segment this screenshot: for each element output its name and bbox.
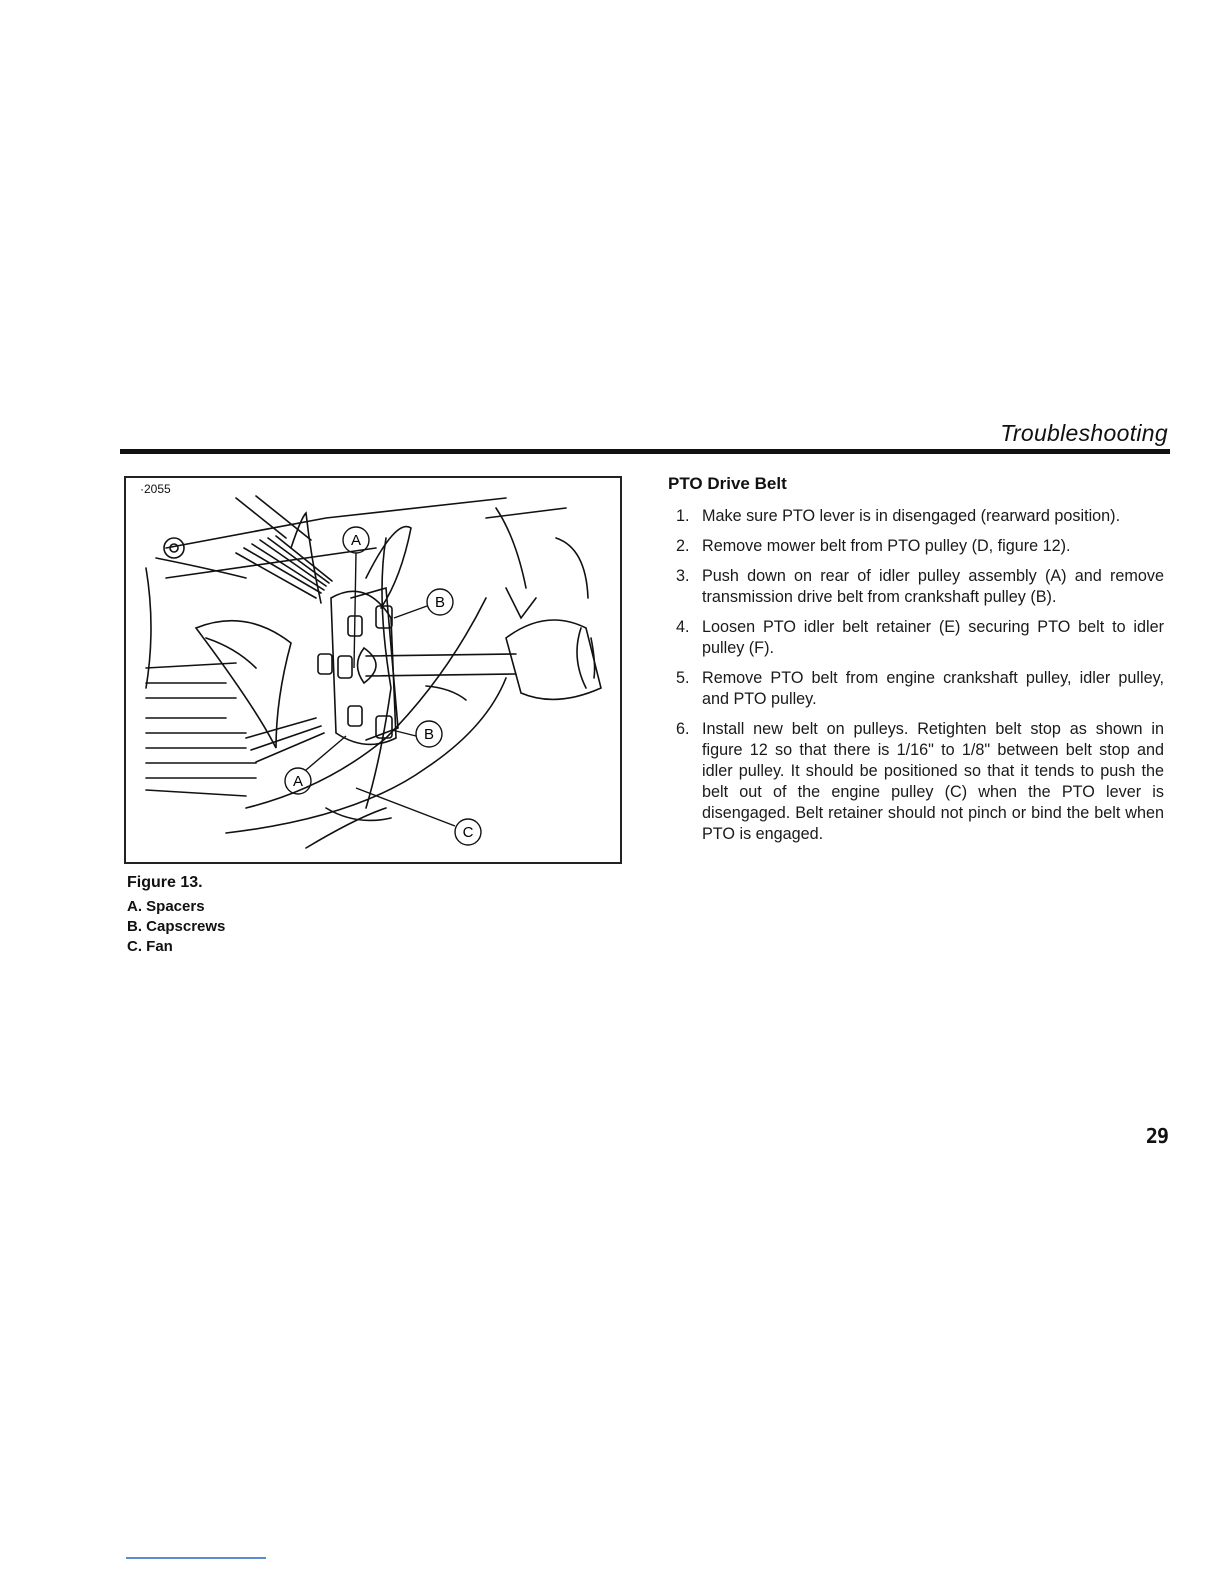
figure-caption: [127, 874, 225, 958]
step-text: Make sure PTO lever is in disengaged (rearward position).: [702, 507, 1121, 525]
step-text: Remove mower belt from PTO pulley (D, figure 12).: [702, 537, 1071, 555]
step-6: [668, 719, 1164, 845]
step-number: 3.: [676, 567, 690, 585]
step-2: [668, 536, 1164, 557]
caption-item-a: A. Spacers: [127, 898, 205, 915]
caption-item-b: B. Capscrews: [127, 918, 226, 935]
procedure-section: [668, 474, 1164, 854]
step-number: 6.: [676, 720, 690, 738]
step-5: [668, 668, 1164, 710]
step-number: 4.: [676, 618, 690, 636]
callout-a-top: A: [350, 532, 362, 549]
step-4: [668, 617, 1164, 659]
step-text: Push down on rear of idler pulley assembly (A) and remove transmission drive belt from crankshaft pulley (B).: [702, 567, 1164, 606]
fan-assembly-drawing: [126, 478, 622, 864]
callout-c: C: [462, 824, 474, 841]
step-text: Remove PTO belt from engine crankshaft pulley, idler pulley, and PTO pulley.: [702, 669, 1164, 708]
step-text: Install new belt on pulleys. Retighten belt stop as shown in figure 12 so that there is 1/16" to 1/8" between belt stop and idler pulley. It should be positioned so that it tends to push the belt out of the engine pulley (C) when the PTO lever is disengaged. Belt retainer should not pinch or bind the belt when PTO is engaged.: [702, 720, 1164, 843]
section-title: Troubleshooting: [1000, 420, 1168, 446]
step-number: 2.: [676, 537, 690, 555]
step-1: [668, 506, 1164, 527]
caption-item-c: C. Fan: [127, 938, 173, 955]
procedure-heading: PTO Drive Belt: [668, 474, 787, 493]
callout-b-bottom: B: [423, 726, 435, 743]
step-number: 1.: [676, 507, 690, 525]
step-3: [668, 566, 1164, 608]
footer-line: [126, 1557, 266, 1559]
step-text: Loosen PTO idler belt retainer (E) securing PTO belt to idler pulley (F).: [702, 618, 1164, 657]
callout-a-bottom: A: [292, 773, 304, 790]
caption-title: Figure 13.: [127, 874, 203, 891]
page-number: 29: [1145, 1124, 1168, 1148]
callout-b-top: B: [434, 594, 446, 611]
header-rule: [120, 449, 1170, 454]
step-number: 5.: [676, 669, 690, 687]
figure-13-illustration: [124, 476, 622, 864]
procedure-steps: [668, 506, 1164, 845]
figure-id: ·2055: [140, 482, 171, 496]
